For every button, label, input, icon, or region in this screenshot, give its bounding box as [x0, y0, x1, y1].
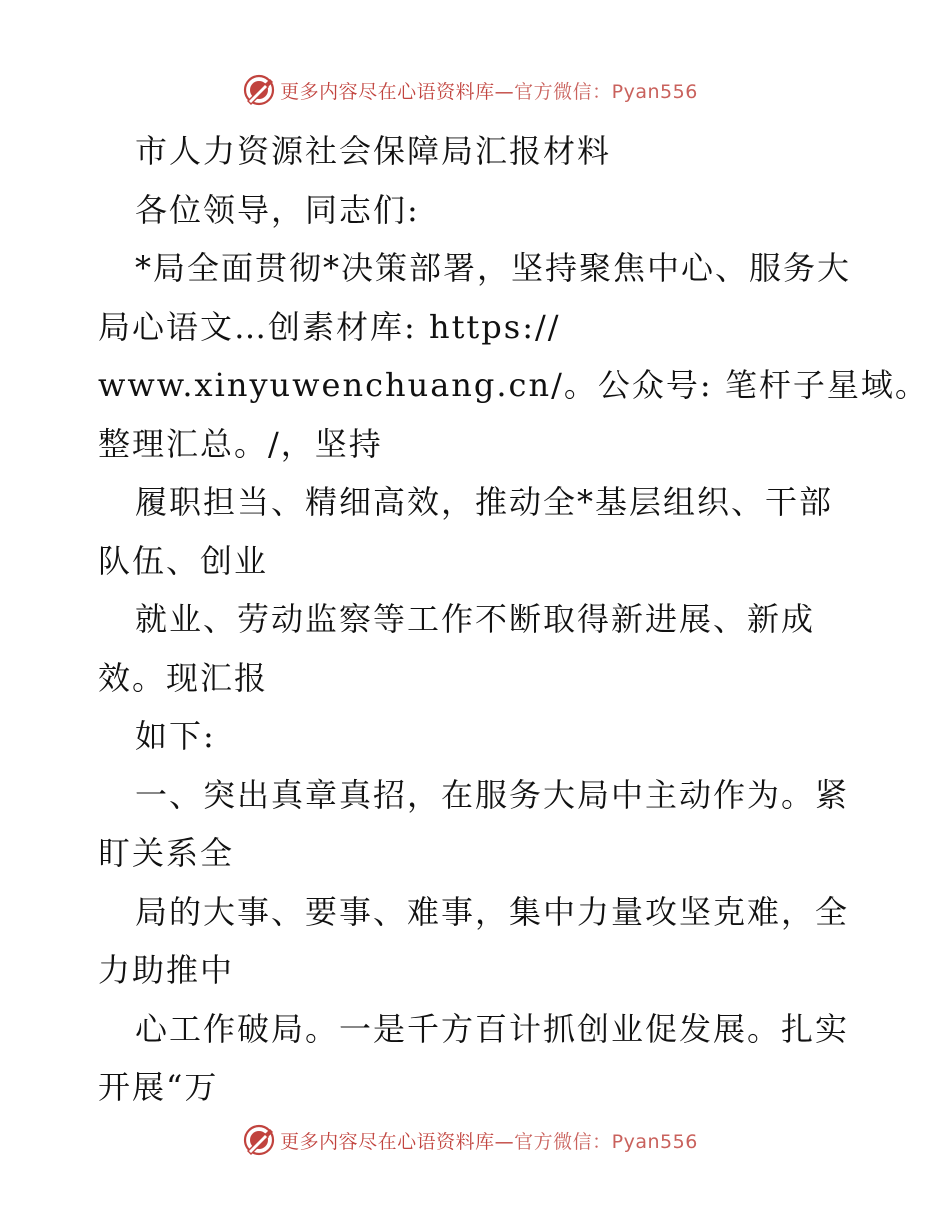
doc-line: 效。现汇报 — [98, 658, 269, 697]
header-banner-text: 更多内容尽在心语资料库—官方微信：Pyan556 — [280, 80, 698, 103]
doc-line: 局心语文…创素材库: https:// — [98, 307, 561, 346]
doc-line: 心工作破局。一是千方百计抓创业促发展。扎实 — [135, 1009, 850, 1048]
document-body — [98, 122, 929, 1117]
doc-line: 开展“万 — [98, 1068, 219, 1106]
doc-line: 盯关系全 — [98, 834, 235, 872]
doc-line: www.xinyuwenchuang.cn/。公众号: 笔杆子星域。 — [98, 366, 929, 404]
pen-logo-icon — [242, 73, 276, 107]
doc-line: 局的大事、要事、难事，集中力量攻坚克难，全 — [135, 892, 850, 931]
doc-line: 整理汇总。/，坚持 — [98, 424, 383, 463]
pen-logo-icon — [242, 1123, 276, 1157]
doc-line: 一、突出真章真招，在服务大局中主动作为。紧 — [135, 775, 850, 814]
doc-line: 如下: — [135, 717, 216, 755]
doc-line: 队伍、创业 — [98, 541, 269, 580]
footer-banner-text: 更多内容尽在心语资料库—官方微信：Pyan556 — [280, 1130, 698, 1153]
doc-line: 履职担当、精细高效，推动全*基层组织、干部 — [135, 483, 834, 521]
header-watermark-banner — [0, 70, 950, 110]
doc-line: 力助推中 — [98, 951, 235, 989]
doc-line: *局全面贯彻*决策部署，坚持聚焦中心、服务大 — [135, 249, 852, 287]
footer-watermark-banner — [0, 1120, 950, 1160]
doc-line: 各位领导，同志们: — [135, 190, 420, 229]
doc-line: 就业、劳动监察等工作不断取得新进展、新成 — [135, 600, 816, 638]
doc-line: 市人力资源社会保障局汇报材料 — [135, 132, 612, 170]
